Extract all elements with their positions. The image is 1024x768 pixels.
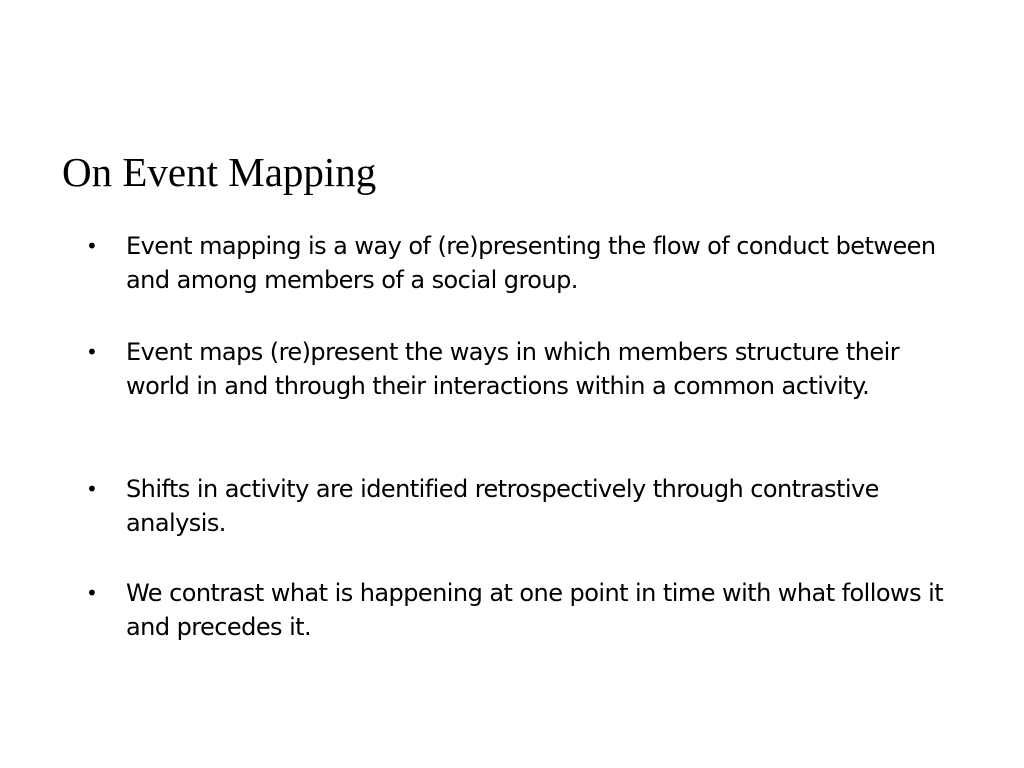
bullet-text: Event maps (re)present the ways in which members structure their world in and through their interactions within a common activity. [126, 338, 900, 401]
bullet-item [86, 335, 966, 404]
bullet-text: We contrast what is happening at one point in time with what follows it and precedes it. [126, 579, 944, 642]
bullet-marker: • [86, 234, 98, 258]
bullet-item [86, 229, 966, 298]
bullet-marker: • [86, 581, 98, 605]
bullet-text: Event mapping is a way of (re)presenting the flow of conduct between and among members of a social group. [126, 232, 936, 295]
bullet-text: Shifts in activity are identified retrospectively through contrastive analysis. [126, 475, 879, 538]
bullet-item [86, 576, 966, 645]
slide-title: On Event Mapping [62, 149, 377, 195]
bullet-marker: • [86, 340, 98, 364]
bullet-marker: • [86, 477, 98, 501]
bullet-item [86, 472, 966, 541]
